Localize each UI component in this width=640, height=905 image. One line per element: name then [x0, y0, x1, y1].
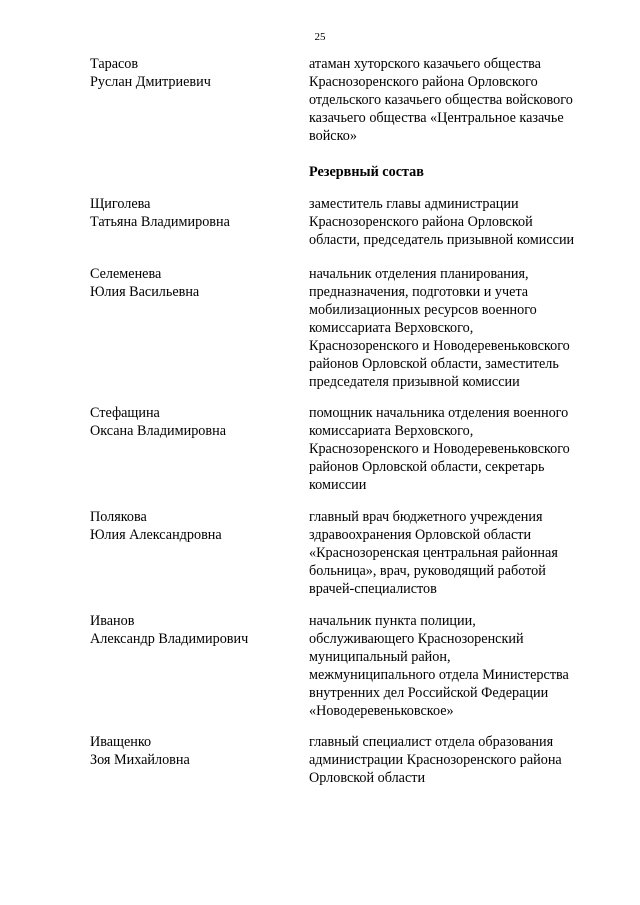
member-position [309, 265, 609, 391]
name-line: Иванов [90, 613, 135, 629]
position-line: районов Орловской области, заместитель [309, 356, 559, 372]
name-line: Щиголева [90, 196, 151, 212]
position-line: комиссариата Верховского, [309, 320, 474, 336]
name-line: Селеменева [90, 266, 162, 282]
member-position [309, 508, 609, 598]
position-line: казачьего общества «Центральное казачье [309, 110, 564, 126]
member-name [90, 195, 295, 231]
member-name [90, 265, 295, 301]
position-line: администрации Краснозоренского района [309, 752, 562, 768]
position-line: войско» [309, 128, 357, 144]
position-line: межмуниципального отдела Министерства [309, 667, 569, 683]
member-position [309, 195, 609, 249]
position-line: главный врач бюджетного учреждения [309, 509, 543, 525]
position-line: больница», врач, руководящий работой [309, 563, 546, 579]
position-line: начальник пункта полиции, [309, 613, 476, 629]
member-name [90, 612, 295, 648]
name-line: Александр Владимирович [90, 631, 249, 647]
position-line: муниципальный район, [309, 649, 451, 665]
position-line: председателя призывной комиссии [309, 374, 520, 390]
name-line: Зоя Михайловна [90, 752, 190, 768]
member-name [90, 404, 295, 440]
position-line: помощник начальника отделения военного [309, 405, 569, 421]
position-line: комиссариата Верховского, [309, 423, 474, 439]
position-line: отдельского казачьего общества войскового [309, 92, 573, 108]
position-line: атаман хуторского казачьего общества [309, 56, 541, 72]
position-line: Орловской области [309, 770, 426, 786]
position-line: главный специалист отдела образования [309, 734, 554, 750]
position-line: Краснозоренского района Орловской [309, 214, 533, 230]
position-line: заместитель главы администрации [309, 196, 519, 212]
member-name [90, 508, 295, 544]
name-line: Юлия Васильевна [90, 284, 200, 300]
member-position [309, 733, 609, 787]
member-name [90, 55, 295, 91]
name-line: Тарасов [90, 56, 139, 72]
member-position [309, 404, 609, 494]
position-line: Краснозоренского и Новодеревеньковского [309, 441, 570, 457]
position-line: районов Орловской области, секретарь [309, 459, 545, 475]
position-line: Краснозоренского района Орловского [309, 74, 538, 90]
position-line: обслуживающего Краснозоренский [309, 631, 524, 647]
position-line: предназначения, подготовки и учета [309, 284, 529, 300]
name-line: Руслан Дмитриевич [90, 74, 211, 90]
position-line: «Новодеревеньковское» [309, 703, 454, 719]
section-heading: Резервный состав [309, 164, 424, 180]
name-line: Татьяна Владимировна [90, 214, 230, 230]
page-number: 25 [314, 31, 326, 43]
name-line: Полякова [90, 509, 147, 525]
name-line: Стефащина [90, 405, 160, 421]
position-line: здравоохранения Орловской области [309, 527, 532, 543]
position-line: комиссии [309, 477, 367, 493]
name-line: Иващенко [90, 734, 152, 750]
member-position [309, 612, 609, 720]
name-line: Оксана Владимировна [90, 423, 226, 439]
position-line: Краснозоренского и Новодеревеньковского [309, 338, 570, 354]
position-line: врачей-специалистов [309, 581, 437, 597]
position-line: области, председатель призывной комиссии [309, 232, 575, 248]
member-name [90, 733, 295, 769]
position-line: «Краснозоренская центральная районная [309, 545, 558, 561]
position-line: начальник отделения планирования, [309, 266, 529, 282]
position-line: мобилизационных ресурсов военного [309, 302, 537, 318]
position-line: внутренних дел Российской Федерации [309, 685, 549, 701]
name-line: Юлия Александровна [90, 527, 222, 543]
member-position [309, 55, 609, 145]
